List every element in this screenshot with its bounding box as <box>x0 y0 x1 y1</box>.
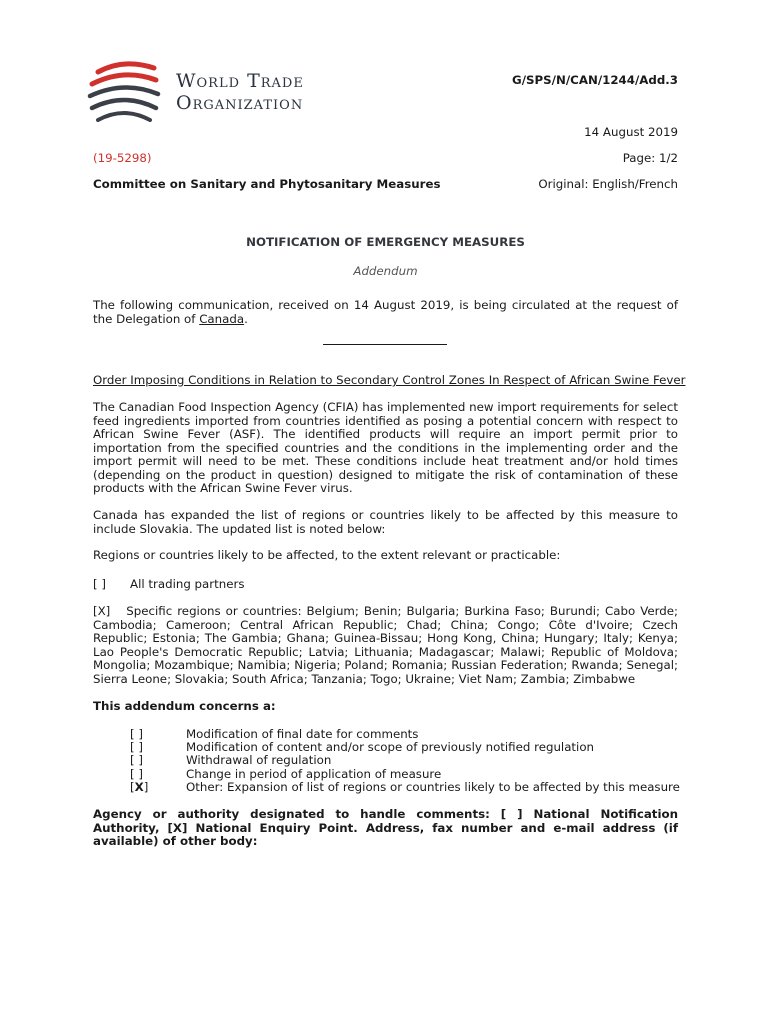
specific-regions-text: Specific regions or countries: Belgium; Benin; Bulgaria; Burkina Faso; Burundi; Cabo Verde; Cambodia; Cameroon; Central African Republic; Chad; China; Congo; Côte d'Ivoire; Czech Republic; Estonia; The Gambia; Ghana; Guinea-Bissau; Hong Kong, China; Hungary; Italy; Kenya; Lao People's Democratic Republic; Latvia; Lithuania; Madagascar; Malawi; Republic of Moldova; Mongolia; Mozambique; Namibia; Nigeria; Poland; Romania; Russian Federation; Rwanda; Senegal; Sierra Leone; Slovakia; South Africa; Tanzania; Togo; Ukraine; Viet Nam; Zambia; Zimbabwe <box>93 604 678 686</box>
page-subtitle: Addendum <box>353 264 418 278</box>
concern-label: Withdrawal of regulation <box>186 753 332 767</box>
intro-paragraph <box>93 299 678 326</box>
specific-regions-paragraph <box>93 605 678 686</box>
intro-text: The following communication, received on 14 August 2019, is being circulated at the request of the Delegation of <box>93 298 678 326</box>
addendum-concerns-heading: This addendum concerns a: <box>93 699 276 713</box>
concern-checkbox[interactable]: [ ] <box>130 727 143 741</box>
document-date: 14 August 2019 <box>584 125 678 139</box>
document-symbol: G/SPS/N/CAN/1244/Add.3 <box>512 73 678 87</box>
regions-intro: Regions or countries likely to be affected, to the extent relevant or practicable: <box>93 548 561 562</box>
concern-label: Change in period of application of measure <box>186 767 442 781</box>
concern-checkbox-checked[interactable] <box>130 781 148 795</box>
country-link[interactable]: Canada <box>199 311 245 326</box>
wordmark-line1: World Trade <box>176 70 304 92</box>
original-language: Original: English/French <box>538 177 678 191</box>
concern-checkbox[interactable]: [ ] <box>130 767 143 781</box>
concern-label: Other: Expansion of list of regions or countries likely to be affected by this measure <box>186 780 680 794</box>
all-partners-label: All trading partners <box>130 577 245 591</box>
job-number: (19-5298) <box>93 151 152 165</box>
checkbox-close: ] <box>143 780 149 794</box>
concern-checkbox[interactable]: [ ] <box>130 753 143 767</box>
measure-heading: Order Imposing Conditions in Relation to Secondary Control Zones In Respect of African Swine Fever <box>93 373 686 387</box>
wordmark-line2: Organization <box>176 92 304 114</box>
concern-label: Modification of final date for comments <box>186 727 419 741</box>
committee-name: Committee on Sanitary and Phytosanitary Measures <box>93 177 441 191</box>
agency-paragraph: Agency or authority designated to handle comments: [ ] National Notification Authority, [X] National Enquiry Point. Address, fax number and e-mail address (if available) of other body: <box>93 807 678 848</box>
intro-text-end: . <box>244 311 248 326</box>
concern-label: Modification of content and/or scope of previously notified regulation <box>186 740 595 754</box>
section-divider <box>323 344 447 345</box>
expansion-paragraph: Canada has expanded the list of regions or countries likely to be affected by this measure to include Slovakia. The updated list is noted below: <box>93 508 678 536</box>
measure-description: The Canadian Food Inspection Agency (CFIA) has implemented new import requirements for select feed ingredients imported from countries identified as posing a potential concern with respect to African Swine Fever (ASF). The identified products will require an import permit prior to importation from the specified countries and the conditions in the implementing order and the import permit will need to be met. These conditions include heat treatment and/or hold times (depending on the product in question) designed to mitigate the risk of contamination of these products with the African Swine Fever virus. <box>93 400 678 495</box>
checkbox-open: [ <box>130 780 135 794</box>
all-partners-checkbox[interactable]: [ ] <box>93 577 106 591</box>
wto-wordmark <box>176 70 304 114</box>
concern-checkbox[interactable]: [ ] <box>130 740 143 754</box>
specific-regions-checkbox[interactable]: [X] <box>93 604 111 618</box>
checkbox-mark: X <box>134 780 144 794</box>
page-title: NOTIFICATION OF EMERGENCY MEASURES <box>246 235 525 249</box>
page-number: Page: 1/2 <box>622 151 678 165</box>
